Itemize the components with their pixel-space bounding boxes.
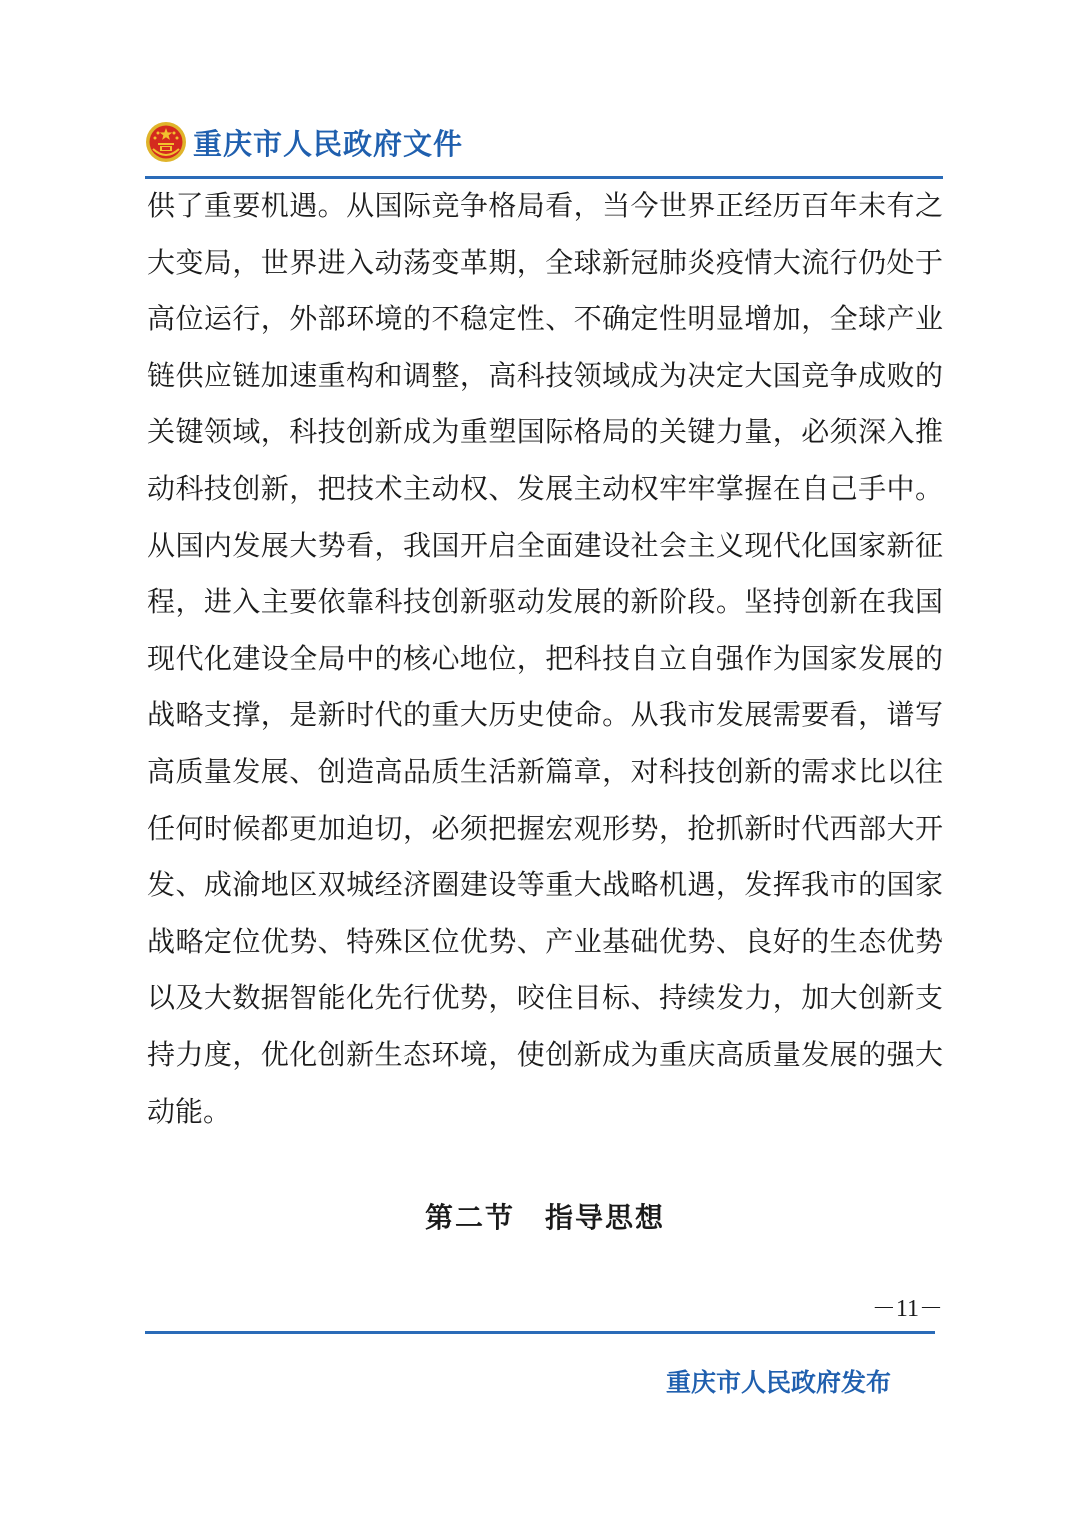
body-line: 动能。 xyxy=(147,1094,232,1128)
header-title: 重庆市人民政府文件 xyxy=(193,126,464,161)
body-line: 程，进入主要依靠科技创新驱动发展的新阶段。坚持创新在我国 xyxy=(147,585,943,619)
body-line: 持力度，优化创新生态环境，使创新成为重庆高质量发展的强大 xyxy=(147,1037,943,1071)
body-line: 高质量发展、创造高品质生活新篇章，对科技创新的需求比以往 xyxy=(147,754,943,788)
footer-publisher: 重庆市人民政府发布 xyxy=(665,1368,891,1397)
body-line: 供了重要机遇。从国际竞争格局看，当今世界正经历百年未有之 xyxy=(147,189,943,222)
body-line: 大变局，世界进入动荡变革期，全球新冠肺炎疫情大流行仍处于 xyxy=(147,245,943,279)
body-line: 关键领域，科技创新成为重塑国际格局的关键力量，必须深入推 xyxy=(147,415,943,449)
body-line: 战略定位优势、特殊区位优势、产业基础优势、良好的生态优势 xyxy=(147,924,943,958)
body-line: 以及大数据智能化先行优势，咬住目标、持续发力，加大创新支 xyxy=(147,981,943,1015)
document-header xyxy=(145,118,463,166)
page-number: －11－ xyxy=(871,1296,943,1322)
body-line: 现代化建设全局中的核心地位，把科技自立自强作为国家发展的 xyxy=(147,641,943,675)
body-line: 链供应链加速重构和调整，高科技领域成为决定大国竞争成败的 xyxy=(147,358,943,392)
body-line: 高位运行，外部环境的不稳定性、不确定性明显增加，全球产业 xyxy=(147,302,943,336)
body-text xyxy=(147,178,943,1140)
body-line: 动科技创新，把技术主动权、发展主动权牢牢掌握在自己手中。 xyxy=(147,471,943,505)
body-line: 任何时候都更加迫切，必须把握宏观形势，抢抓新时代西部大开 xyxy=(147,811,943,845)
body-line: 战略支撑，是新时代的重大历史使命。从我市发展需要看，谱写 xyxy=(147,698,943,732)
body-line: 从国内发展大势看，我国开启全面建设社会主义现代化国家新征 xyxy=(147,528,943,562)
body-line: 发、成渝地区双城经济圈建设等重大战略机遇，发挥我市的国家 xyxy=(147,868,943,902)
footer-divider xyxy=(145,1331,935,1334)
section-heading: 第二节 指导思想 xyxy=(424,1201,665,1234)
national-emblem-icon xyxy=(145,121,187,163)
